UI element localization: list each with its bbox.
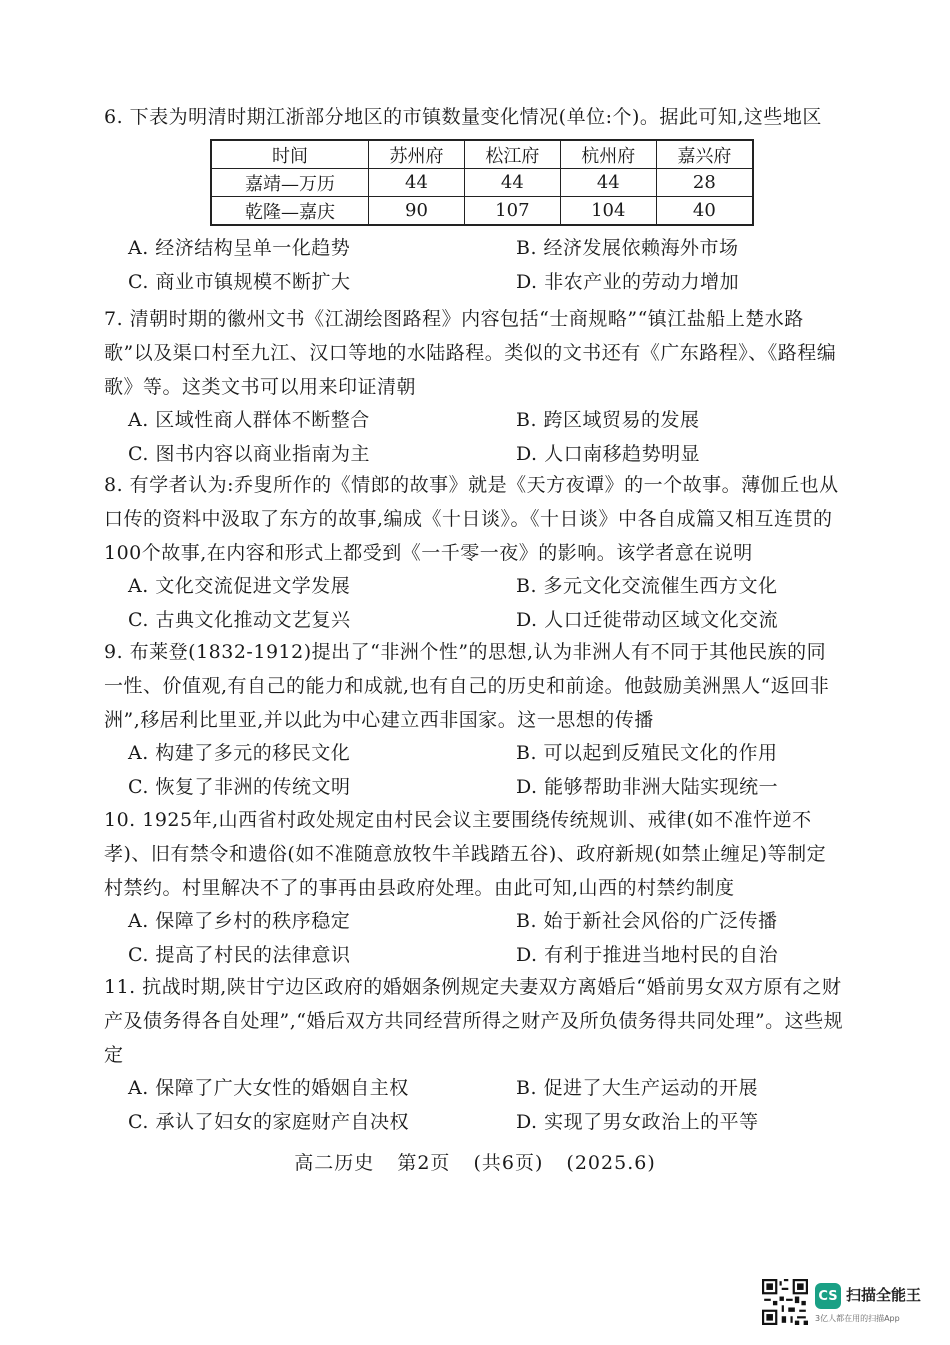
option-c[interactable]: C. 提高了村民的法律意识 xyxy=(128,943,351,966)
scanner-tagline: 3亿人都在用的扫描App xyxy=(815,1314,900,1323)
footer-subject: 高二历史 xyxy=(294,1152,375,1174)
table-header-cell: 松江府 xyxy=(464,140,560,169)
option-a[interactable]: A. 构建了多元的移民文化 xyxy=(128,742,351,764)
option-d[interactable]: D. 有利于推进当地村民的自治 xyxy=(516,943,779,966)
option-a[interactable]: A. 保障了乡村的秩序稳定 xyxy=(128,910,351,932)
question-11 xyxy=(104,970,844,1139)
footer-date: (2025.6) xyxy=(566,1152,656,1174)
table-cell: 28 xyxy=(656,169,753,197)
qr-code-icon xyxy=(762,1279,808,1325)
option-c[interactable]: C. 商业市镇规模不断扩大 xyxy=(128,270,351,293)
scanner-brand: 扫描全能王 xyxy=(846,1286,922,1304)
option-d[interactable]: D. 能够帮助非洲大陆实现统一 xyxy=(516,775,779,798)
table-header-cell: 时间 xyxy=(211,140,369,169)
question-10-stem: 10. 1925年,山西省村政处规定由村民会议主要围绕传统规训、戒律(如不准忤逆不孝)、旧有禁令和遗俗(如不准随意放牧牛羊践踏五谷)、政府新规(如禁止缠足)等制定村禁约。村里解决不了的事再由县政府处理。由此可知,山西的村禁约制度 xyxy=(104,809,827,899)
option-d[interactable]: D. 非农产业的劳动力增加 xyxy=(516,270,740,293)
table-cell: 嘉靖—万历 xyxy=(211,169,369,197)
table-cell: 44 xyxy=(369,169,465,197)
option-b[interactable]: B. 跨区域贸易的发展 xyxy=(516,409,700,431)
question-8-stem: 8. 有学者认为:乔叟所作的《情郎的故事》就是《天方夜谭》的一个故事。薄伽丘也从口传的资料中汲取了东方的故事,编成《十日谈》。《十日谈》中各自成篇又相互连贯的100个故事,在内容和形式上都受到《一千零一夜》的影响。该学者意在说明 xyxy=(104,474,839,564)
market-town-table xyxy=(210,139,754,226)
table-cell: 44 xyxy=(464,169,560,197)
table-cell: 乾隆—嘉庆 xyxy=(211,197,369,226)
option-b[interactable]: B. 促进了大生产运动的开展 xyxy=(516,1077,759,1099)
question-7 xyxy=(104,302,844,471)
question-10 xyxy=(104,803,844,972)
option-b[interactable]: B. 经济发展依赖海外市场 xyxy=(516,237,739,259)
question-6-stem: 6. 下表为明清时期江浙部分地区的市镇数量变化情况(单位:个)。据此可知,这些地区 xyxy=(104,106,822,128)
option-a[interactable]: A. 经济结构呈单一化趋势 xyxy=(128,237,351,259)
table-row xyxy=(211,197,753,226)
table-cell: 40 xyxy=(656,197,753,226)
question-9 xyxy=(104,635,844,804)
option-d[interactable]: D. 人口南移趋势明显 xyxy=(516,442,701,465)
table-cell: 104 xyxy=(560,197,656,226)
question-6 xyxy=(104,100,844,134)
option-a[interactable]: A. 区域性商人群体不断整合 xyxy=(128,409,370,431)
option-d[interactable]: D. 人口迁徙带动区域文化交流 xyxy=(516,608,779,631)
question-6-options xyxy=(104,232,844,299)
question-7-stem: 7. 清朝时期的徽州文书《江湖绘图路程》内容包括“士商规略”“镇江盐船上楚水路歌”以及渠口村至九江、汉口等地的水陆路程。类似的文书还有《广东路程》、《路程编歌》等。这类文书可以用来印证清朝 xyxy=(104,308,837,398)
option-b[interactable]: B. 多元文化交流催生西方文化 xyxy=(516,575,778,597)
table-header-cell: 苏州府 xyxy=(369,140,465,169)
table-cell: 90 xyxy=(369,197,465,226)
page-footer xyxy=(0,1148,950,1175)
table-header-row xyxy=(211,140,753,169)
option-b[interactable]: B. 可以起到反殖民文化的作用 xyxy=(516,742,778,764)
option-c[interactable]: C. 承认了妇女的家庭财产自决权 xyxy=(128,1110,409,1133)
footer-page: 第2页 xyxy=(397,1152,451,1174)
option-c[interactable]: C. 图书内容以商业指南为主 xyxy=(128,442,370,465)
table-row xyxy=(211,169,753,197)
option-b[interactable]: B. 始于新社会风俗的广泛传播 xyxy=(516,910,778,932)
table-header-cell: 杭州府 xyxy=(560,140,656,169)
question-11-stem: 11. 抗战时期,陕甘宁边区政府的婚姻条例规定夫妻双方离婚后“婚前男女双方原有之财产及债务得各自处理”,“婚后双方共同经营所得之财产及所负债务得共同处理”。这些规定 xyxy=(104,976,844,1066)
footer-total: (共6页) xyxy=(473,1152,544,1174)
option-a[interactable]: A. 文化交流促进文学发展 xyxy=(128,575,351,597)
option-c[interactable]: C. 恢复了非洲的传统文明 xyxy=(128,775,351,798)
table-header-cell: 嘉兴府 xyxy=(656,140,753,169)
table-cell: 107 xyxy=(464,197,560,226)
question-8 xyxy=(104,468,844,637)
option-d[interactable]: D. 实现了男女政治上的平等 xyxy=(516,1110,759,1133)
question-9-stem: 9. 布莱登(1832-1912)提出了“非洲个性”的思想,认为非洲人有不同于其他民族的同一性、价值观,有自己的能力和成就,也有自己的历史和前途。他鼓励美洲黑人“返回非洲”,移居利比里亚,并以此为中心建立西非国家。这一思想的传播 xyxy=(104,641,830,731)
option-a[interactable]: A. 保障了广大女性的婚姻自主权 xyxy=(128,1077,409,1099)
option-c[interactable]: C. 古典文化推动文艺复兴 xyxy=(128,608,351,631)
camscanner-logo-icon: CS xyxy=(815,1283,841,1309)
table-cell: 44 xyxy=(560,169,656,197)
